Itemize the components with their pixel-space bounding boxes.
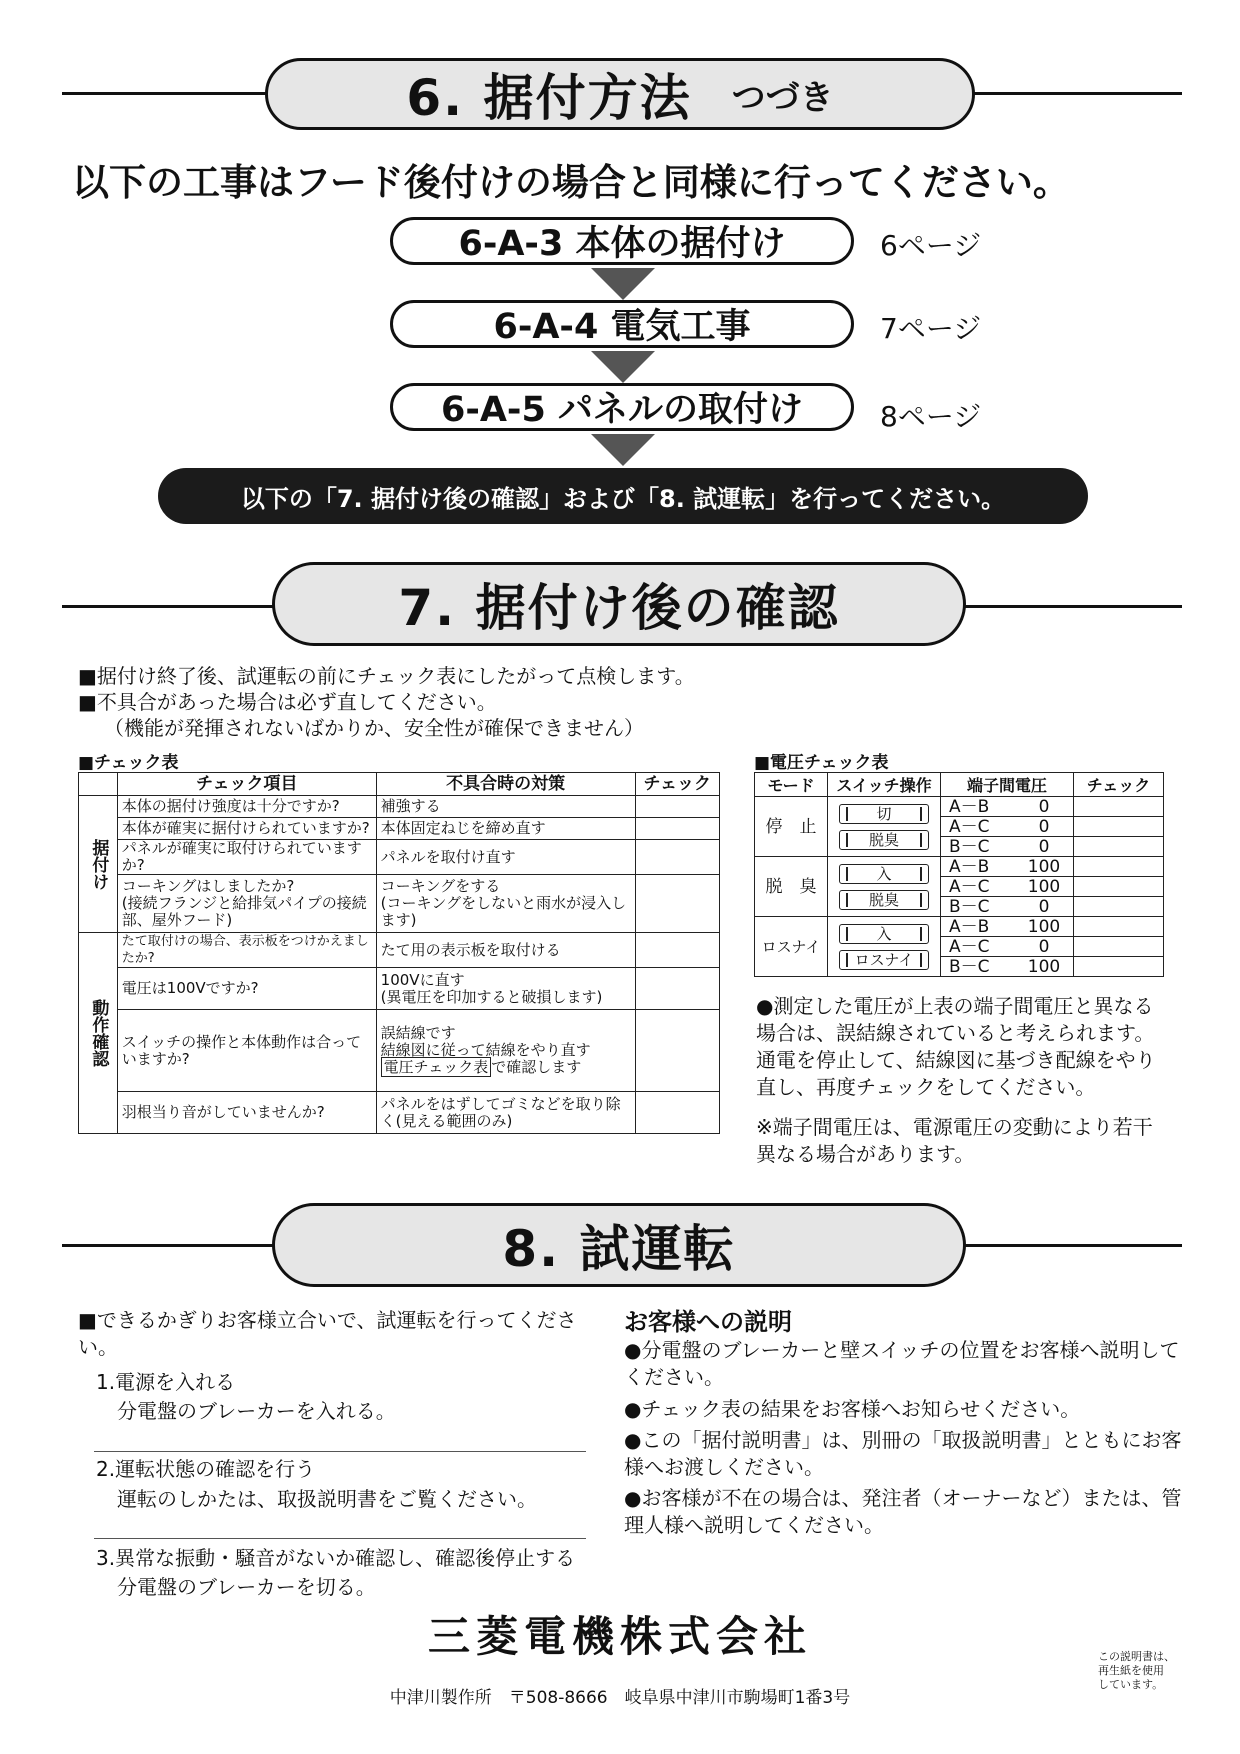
check-cell <box>635 796 719 818</box>
section6-header <box>265 58 975 130</box>
voltage-table-caption: ■電圧チェック表 <box>754 753 889 773</box>
voltage-table-ref: 電圧チェック表 <box>381 1057 492 1077</box>
category-operation: 動作確認 <box>79 933 118 1134</box>
table-row <box>79 933 720 968</box>
voltage-remark: ※端子間電圧は、電源電圧の変動により若干異なる場合があります。 <box>756 1115 1153 1166</box>
section6-rule-right <box>970 92 1182 95</box>
recycled-paper-note: この説明書は、 再生紙を使用 しています。 <box>1098 1650 1175 1691</box>
switch-off-icon: 切 <box>839 804 929 824</box>
section6-subtitle: つづき <box>731 77 834 118</box>
switch-deodorize-icon: 脱臭 <box>839 830 929 850</box>
section7-intro-3: （機能が発揮されないばかりか、安全性が確保できません） <box>104 716 644 740</box>
check-item: 本体の据付け強度は十分ですか? <box>117 796 376 818</box>
check-fix: コーキングをする (コーキングをしないと雨水が浸入します) <box>376 875 635 933</box>
check-cell <box>635 1010 719 1092</box>
table-row: ロスナイ 入 ロスナイ A－B 100 <box>755 917 1164 937</box>
test-step-1-heading: 1.電源を入れる <box>96 1370 236 1394</box>
check-fix: パネルを取付け直す <box>376 840 635 875</box>
col-check: チェック <box>635 773 719 796</box>
table-row <box>79 1010 720 1092</box>
switch-on-icon: 入 <box>839 924 929 944</box>
col-check-item: チェック項目 <box>117 773 376 796</box>
table-row: A－C 100 <box>755 877 1164 897</box>
voltage-table <box>754 772 1164 977</box>
section6-rule-left <box>62 92 270 95</box>
table-row <box>79 968 720 1010</box>
check-fix: 本体固定ねじを締め直す <box>376 818 635 840</box>
table-row: 脱 臭 入 脱臭 A－B 100 <box>755 857 1164 877</box>
check-cell <box>635 933 719 968</box>
section7-rule-left <box>62 605 276 608</box>
voltage-table-header <box>755 773 1164 797</box>
fix-line: 結線図に従って結線をやり直す <box>380 1041 591 1059</box>
next-steps-banner: 以下の「7. 据付け後の確認」および「8. 試運転」を行ってください。 <box>158 468 1088 524</box>
check-cell <box>635 1092 719 1134</box>
section7-title: 7. 据付け後の確認 <box>398 579 840 637</box>
switch-on-icon: 入 <box>839 864 929 884</box>
flow-arrow-3 <box>591 434 655 466</box>
table-row: B－C 0 <box>755 897 1164 917</box>
check-cell <box>635 968 719 1010</box>
check-cell <box>635 875 719 933</box>
company-name: 三菱電機株式会社 <box>427 1612 812 1661</box>
check-fix: 補強する <box>376 796 635 818</box>
flow-step-1-page: 6ページ <box>880 229 982 262</box>
check-item: たて取付けの場合、表示板をつけかえましたか? <box>117 933 376 968</box>
table-row: A－C 0 <box>755 817 1164 837</box>
table-row: A－C 0 <box>755 937 1164 957</box>
table-row <box>79 1092 720 1134</box>
check-table-header <box>79 773 720 796</box>
check-item: 本体が確実に据付けられていますか? <box>117 818 376 840</box>
flow-step-3: 6-A-5 パネルの取付け <box>390 383 854 431</box>
check-table-caption: ■チェック表 <box>78 753 179 773</box>
table-row <box>79 818 720 840</box>
section8-rule-left <box>62 1244 276 1247</box>
category-installation: 据付け <box>79 796 118 933</box>
section7-rule-right <box>960 605 1182 608</box>
flow-step-3-page: 8ページ <box>880 400 982 433</box>
customer-item-4: ●お客様が不在の場合は、発注者（オーナーなど）または、管理人様へ説明してください。 <box>624 1486 1182 1537</box>
customer-item-1: ●分電盤のブレーカーと壁スイッチの位置をお客様へ説明してください。 <box>624 1338 1180 1389</box>
section7-intro-1: ■据付け終了後、試運転の前にチェック表にしたがって点検します。 <box>78 664 695 688</box>
test-step-2-body: 運転のしかたは、取扱説明書をご覧ください。 <box>117 1487 537 1511</box>
section7-intro-2: ■不具合があった場合は必ず直してください。 <box>78 690 497 714</box>
check-item: スイッチの操作と本体動作は合っていますか? <box>117 1010 376 1092</box>
voltage-note: ●測定した電圧が上表の端子間電圧と異なる場合は、誤結線されていると考えられます。通電を停止して、結線図に基づき配線をやり直し、再度チェックをしてください。 <box>756 994 1156 1099</box>
section6-title: 6. 据付方法 <box>406 69 692 127</box>
section6-lead: 以下の工事はフード後付けの場合と同様に行ってください。 <box>72 161 1070 204</box>
divider <box>94 1538 586 1539</box>
col-fix: 不具合時の対策 <box>376 773 635 796</box>
customer-item-2: ●チェック表の結果をお客様へお知らせください。 <box>624 1397 1081 1421</box>
fix-line: 誤結線です <box>380 1024 456 1042</box>
table-row: B－C 100 <box>755 957 1164 977</box>
check-item: 羽根当り音がしていませんか? <box>117 1092 376 1134</box>
table-row <box>79 875 720 933</box>
check-cell <box>635 818 719 840</box>
section8-header <box>272 1203 966 1287</box>
divider <box>94 1451 586 1452</box>
section8-intro: ■できるかぎりお客様立合いで、試運転を行ってください。 <box>78 1308 577 1359</box>
section8-title: 8. 試運転 <box>502 1220 736 1278</box>
table-row: 停 止 切 脱臭 A－B 0 <box>755 797 1164 817</box>
flow-step-2-page: 7ページ <box>880 312 982 345</box>
check-table <box>78 772 720 1134</box>
check-fix-wiring <box>376 1010 635 1092</box>
switch-deodorize-icon: 脱臭 <box>839 890 929 910</box>
check-fix: パネルをはずしてゴミなどを取り除く(見える範囲のみ) <box>376 1092 635 1134</box>
table-row <box>79 840 720 875</box>
col-voltage-check: チェック <box>1074 773 1164 797</box>
flow-arrow-1 <box>591 268 655 300</box>
col-voltage: 端子間電圧 <box>941 773 1074 797</box>
test-step-3-body: 分電盤のブレーカーを切る。 <box>117 1575 376 1599</box>
flow-step-1: 6-A-3 本体の据付け <box>390 217 854 265</box>
check-item: コーキングはしましたか? (接続フランジと給排気パイプの接続部、屋外フード) <box>117 875 376 933</box>
mode-deodorize: 脱 臭 <box>755 857 828 917</box>
table-row <box>79 796 720 818</box>
check-item: パネルが確実に取付けられていますか? <box>117 840 376 875</box>
check-item: 電圧は100Vですか? <box>117 968 376 1010</box>
mode-stop: 停 止 <box>755 797 828 857</box>
flow-arrow-2 <box>591 351 655 383</box>
company-address: 中津川製作所 〒508-8666 岐阜県中津川市駒場町1番3号 <box>389 1688 851 1708</box>
mode-lossnay: ロスナイ <box>755 917 828 977</box>
section7-header <box>272 562 966 646</box>
flow-step-2: 6-A-4 電気工事 <box>390 300 854 348</box>
test-step-1-body: 分電盤のブレーカーを入れる。 <box>117 1399 396 1423</box>
check-cell <box>635 840 719 875</box>
test-step-2-heading: 2.運転状態の確認を行う <box>96 1457 316 1481</box>
check-fix: 100Vに直す (異電圧を印加すると破損します) <box>376 968 635 1010</box>
check-fix: たて用の表示板を取付ける <box>376 933 635 968</box>
customer-explanation-title: お客様への説明 <box>624 1308 792 1336</box>
col-switch: スイッチ操作 <box>828 773 941 797</box>
section8-rule-right <box>960 1244 1182 1247</box>
table-row: B－C 0 <box>755 837 1164 857</box>
customer-item-3: ●この「据付説明書」は、別冊の「取扱説明書」とともにお客様へお渡しください。 <box>624 1428 1182 1479</box>
col-mode: モード <box>755 773 828 797</box>
test-step-3-heading: 3.異常な振動・騒音がないか確認し、確認後停止する <box>96 1546 576 1570</box>
switch-lossnay-icon: ロスナイ <box>839 950 929 970</box>
fix-tail: で確認します <box>491 1058 582 1076</box>
